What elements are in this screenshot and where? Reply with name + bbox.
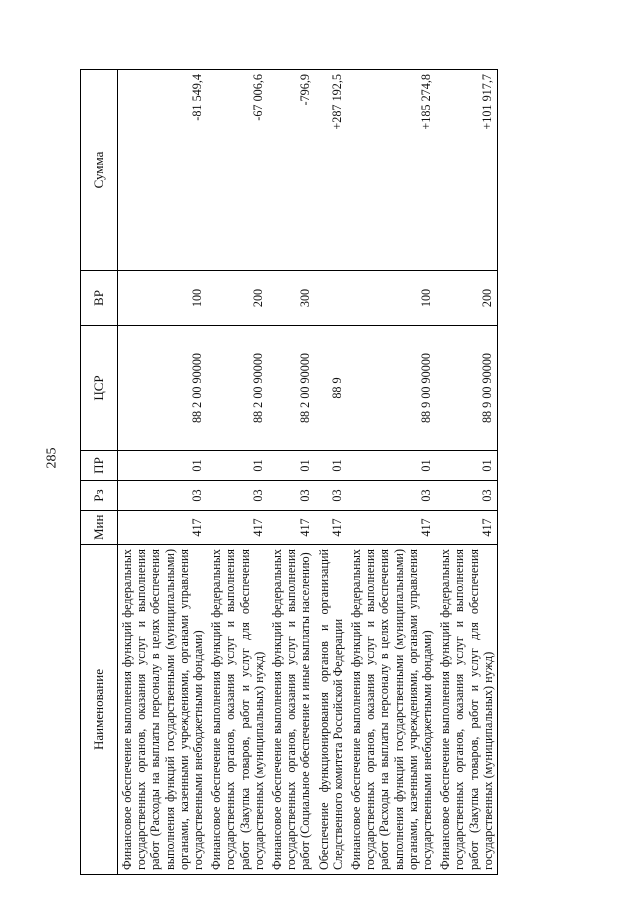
cell-vr: 100 [347, 271, 436, 326]
table-row [315, 70, 347, 875]
cell-vr: 200 [436, 271, 497, 326]
cell-name: Финансовое обеспечение выполнения функций федеральных государственных органов, оказания услуг и выполнения работ (Социальное обеспечение и иные выплаты населению) [268, 545, 315, 875]
cell-rz: 03 [436, 481, 497, 511]
table-row [268, 70, 315, 875]
cell-csr: 88 9 [315, 326, 347, 451]
cell-sum: -67 006,6 [207, 70, 268, 271]
header-vr: ВР [81, 271, 118, 326]
cell-name: Финансовое обеспечение выполнения функций федеральных государственных органов, оказания услуг и выполнения работ (Закупка товаров, работ и услуг для обеспечения государственных (муниципальных) нужд) [436, 545, 497, 875]
cell-rz: 03 [347, 481, 436, 511]
cell-vr: 100 [118, 271, 208, 326]
cell-sum: +287 192,5 [315, 70, 347, 271]
cell-name: Финансовое обеспечение выполнения функций федеральных государственных органов, оказания услуг и выполнения работ (Закупка товаров, работ и услуг для обеспечения государственных (муниципальных) нужд) [207, 545, 268, 875]
page-number: 285 [44, 447, 60, 469]
cell-rz: 03 [315, 481, 347, 511]
header-sum: Сумма [81, 70, 118, 271]
cell-rz: 03 [118, 481, 208, 511]
cell-pr: 01 [207, 451, 268, 481]
rotated-page-content [80, 70, 580, 875]
table-body [118, 70, 498, 875]
cell-vr: 300 [268, 271, 315, 326]
cell-name: Финансовое обеспечение выполнения функций федеральных государственных органов, оказания услуг и выполнения работ (Расходы на выплаты персоналу в целях обеспечения выполнения функций государственными (муниципальными) органами, казенными учреждениями, органами управления государственными внебюджетными фондами) [118, 545, 208, 875]
cell-pr: 01 [436, 451, 497, 481]
table-header [81, 70, 118, 875]
header-rz: Рз [81, 481, 118, 511]
cell-pr: 01 [315, 451, 347, 481]
cell-vr: 200 [207, 271, 268, 326]
cell-min: 417 [207, 511, 268, 545]
cell-rz: 03 [268, 481, 315, 511]
cell-sum: -796,9 [268, 70, 315, 271]
table-row [207, 70, 268, 875]
table-row [118, 70, 208, 875]
table-row [347, 70, 436, 875]
cell-csr: 88 9 00 90000 [436, 326, 497, 451]
header-pr: ПР [81, 451, 118, 481]
cell-min: 417 [315, 511, 347, 545]
cell-name: Финансовое обеспечение выполнения функций федеральных государственных органов, оказания услуг и выполнения работ (Расходы на выплаты персоналу в целях обеспечения выполнения функций государственными (муниципальными) органами, казенными учреждениями, органами управления государственными внебюджетными фондами) [347, 545, 436, 875]
table-row [436, 70, 497, 875]
cell-pr: 01 [118, 451, 208, 481]
cell-csr: 88 2 00 90000 [268, 326, 315, 451]
cell-sum: +101 917,7 [436, 70, 497, 271]
cell-sum: -81 549,4 [118, 70, 208, 271]
cell-csr: 88 9 00 90000 [347, 326, 436, 451]
cell-sum: +185 274,8 [347, 70, 436, 271]
header-min: Мин [81, 511, 118, 545]
cell-min: 417 [118, 511, 208, 545]
cell-min: 417 [268, 511, 315, 545]
cell-pr: 01 [268, 451, 315, 481]
cell-rz: 03 [207, 481, 268, 511]
header-name: Наименование [81, 545, 118, 875]
budget-table [80, 69, 498, 875]
cell-name: Обеспечение функционирования органов и организаций Следственного комитета Российской Федерации [315, 545, 347, 875]
cell-min: 417 [347, 511, 436, 545]
header-row [81, 70, 118, 875]
cell-csr: 88 2 00 90000 [207, 326, 268, 451]
cell-pr: 01 [347, 451, 436, 481]
cell-vr [315, 271, 347, 326]
header-csr: ЦСР [81, 326, 118, 451]
cell-csr: 88 2 00 90000 [118, 326, 208, 451]
cell-min: 417 [436, 511, 497, 545]
